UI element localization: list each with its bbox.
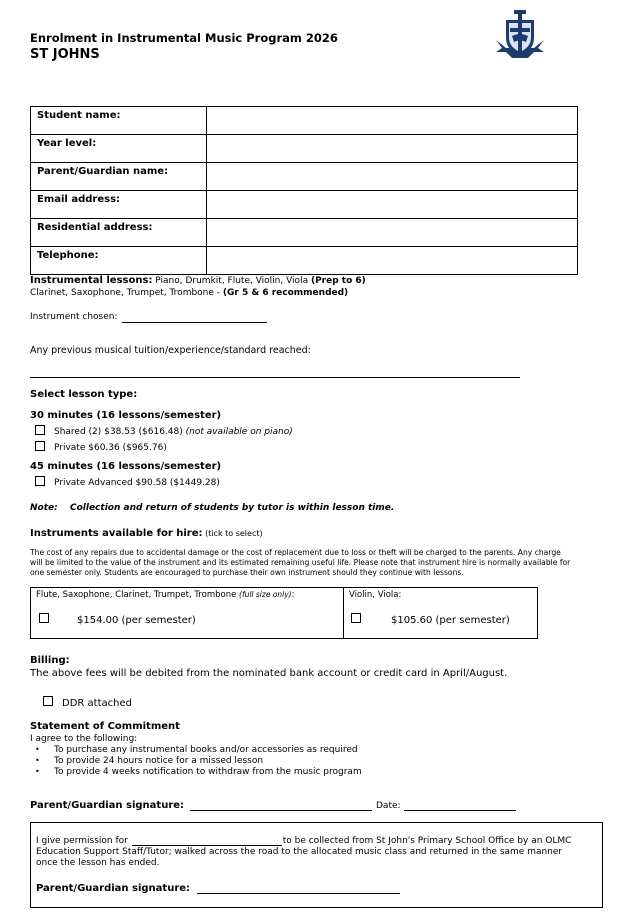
lesson-type-heading: Select lesson type: <box>30 389 138 400</box>
group-45-heading: 45 minutes (16 lessons/semester) <box>30 461 222 472</box>
bullet-icon: • <box>35 767 40 776</box>
address-cell <box>207 219 578 247</box>
student-details-table <box>30 106 578 275</box>
table-row <box>31 219 578 247</box>
student-name-cell <box>207 107 578 135</box>
table-row <box>31 191 578 219</box>
hire-policy-line: will be limited to the value of the instrument and its estimated remaining useful life. Please note that instrument hire is normally available for <box>30 558 571 567</box>
note-text: Collection and return of students by tutor is within lesson time. <box>70 503 395 513</box>
commitment-item: To provide 24 hours notice for a missed lesson <box>54 756 264 766</box>
bullet-icon: • <box>35 756 40 765</box>
lessons-instruments-2: Clarinet, Saxophone, Trumpet, Trombone - <box>30 288 223 298</box>
table-row <box>31 107 578 135</box>
commitment-heading: Statement of Commitment <box>30 721 180 732</box>
hire-option-2-checkbox[interactable] <box>351 613 361 623</box>
email-input[interactable] <box>207 191 577 215</box>
guardian-name-cell <box>207 163 578 191</box>
private-advanced-label: Private Advanced $90.58 ($1449.28) <box>54 478 220 488</box>
signature-label: Parent/Guardian signature: <box>30 800 185 811</box>
permission-line-1 <box>36 836 571 846</box>
hire-option-1-price: $154.00 (per semester) <box>77 615 196 626</box>
lessons-years-1: (Prep to 6) <box>310 276 366 286</box>
form-title: Enrolment in Instrumental Music Program 2026 <box>30 31 338 45</box>
hire-option-1-label: Flute, Saxophone, Clarinet, Trumpet, Trombone <box>36 590 240 600</box>
table-row <box>31 135 578 163</box>
telephone-cell <box>207 247 578 275</box>
date-label: Date: <box>376 801 401 811</box>
table-row <box>31 247 578 275</box>
lessons-heading: Instrumental lessons: <box>30 275 153 286</box>
bullet-icon: • <box>35 745 40 754</box>
commitment-item: To provide 4 weeks notification to withdraw from the music program <box>54 767 362 777</box>
hire-options-box <box>30 587 538 639</box>
hire-option-2-label: Violin, Viola: <box>349 590 402 600</box>
lessons-instruments-1: Piano, Drumkit, Flute, Violin, Viola <box>152 276 311 286</box>
billing-heading: Billing: <box>30 655 70 666</box>
hire-heading-line <box>30 528 263 539</box>
email-cell <box>207 191 578 219</box>
permission-prefix: I give permission for <box>36 836 128 846</box>
permission-box <box>30 822 603 908</box>
billing-text: The above fees will be debited from the nominated bank account or credit card in April/August. <box>30 668 508 679</box>
tuition-label: Any previous musical tuition/experience/standard reached: <box>30 345 311 356</box>
instrument-chosen-label: Instrument chosen: <box>30 312 118 322</box>
hire-policy-line: one semester only. Students are encouraged to purchase their own instrument should they continue with lessons. <box>30 568 464 577</box>
commitment-item: To purchase any instrumental books and/or accessories as required <box>54 745 358 755</box>
hire-option-1-checkbox[interactable] <box>39 613 49 623</box>
instrument-chosen-input[interactable] <box>122 309 267 323</box>
guardian-name-label: Parent/Guardian name: <box>31 163 207 191</box>
ddr-checkbox[interactable] <box>43 696 53 706</box>
hire-divider <box>343 588 344 638</box>
address-label: Residential address: <box>31 219 207 247</box>
shared-lesson-note: (not available on piano) <box>185 427 293 437</box>
student-name-label: Student name: <box>31 107 207 135</box>
hire-heading: Instruments available for hire: <box>30 528 203 539</box>
note-label: Note: <box>30 503 58 513</box>
year-level-input[interactable] <box>207 135 577 159</box>
tuition-input[interactable] <box>30 364 520 378</box>
private-lesson-checkbox[interactable] <box>35 441 45 451</box>
shared-lesson-label: Shared (2) $38.53 ($616.48) <box>54 427 186 437</box>
telephone-input[interactable] <box>207 247 577 271</box>
hire-policy <box>30 548 570 578</box>
student-name-input[interactable] <box>207 107 577 131</box>
permission-signature-label: Parent/Guardian signature: <box>36 883 191 894</box>
table-row <box>31 163 578 191</box>
permission-signature-input[interactable] <box>197 880 400 894</box>
school-crest-icon <box>492 8 548 64</box>
permission-suffix: to be collected from St John's Primary School Office by an OLMC <box>279 836 572 846</box>
guardian-name-input[interactable] <box>207 163 577 187</box>
lessons-line-1 <box>30 275 366 286</box>
permission-child-input[interactable] <box>132 834 282 846</box>
email-label: Email address: <box>31 191 207 219</box>
ddr-label: DDR attached <box>62 698 132 709</box>
hire-policy-line: The cost of any repairs due to accidental damage or the cost of replacement due to loss or theft will be charged to the parents. Any charge <box>30 548 561 557</box>
hire-option-1-title <box>36 590 294 600</box>
private-lesson-label: Private $60.36 ($965.76) <box>54 443 167 453</box>
hire-option-1-note: (full size only) <box>239 590 292 599</box>
permission-line-3: once the lesson has ended. <box>36 858 160 868</box>
private-advanced-checkbox[interactable] <box>35 476 45 486</box>
group-30-heading: 30 minutes (16 lessons/semester) <box>30 410 222 421</box>
lessons-line-2 <box>30 288 348 298</box>
telephone-label: Telephone: <box>31 247 207 275</box>
hire-option-2-price: $105.60 (per semester) <box>391 615 510 626</box>
hire-tick-hint: (tick to select) <box>202 529 263 538</box>
year-level-label: Year level: <box>31 135 207 163</box>
lessons-years-2: (Gr 5 & 6 recommended) <box>222 288 349 298</box>
shared-lesson-option <box>54 427 293 437</box>
shared-lesson-checkbox[interactable] <box>35 425 45 435</box>
signature-input[interactable] <box>190 797 372 811</box>
address-input[interactable] <box>207 219 577 243</box>
year-level-cell <box>207 135 578 163</box>
permission-line-2: Education Support Staff/Tutor; walked across the road to the allocated music class and returned in the same manner <box>36 847 563 857</box>
school-name: ST JOHNS <box>30 47 100 62</box>
hire-option-1-colon: : <box>291 590 295 600</box>
commitment-intro: I agree to the following: <box>30 734 138 744</box>
date-input[interactable] <box>404 797 516 811</box>
